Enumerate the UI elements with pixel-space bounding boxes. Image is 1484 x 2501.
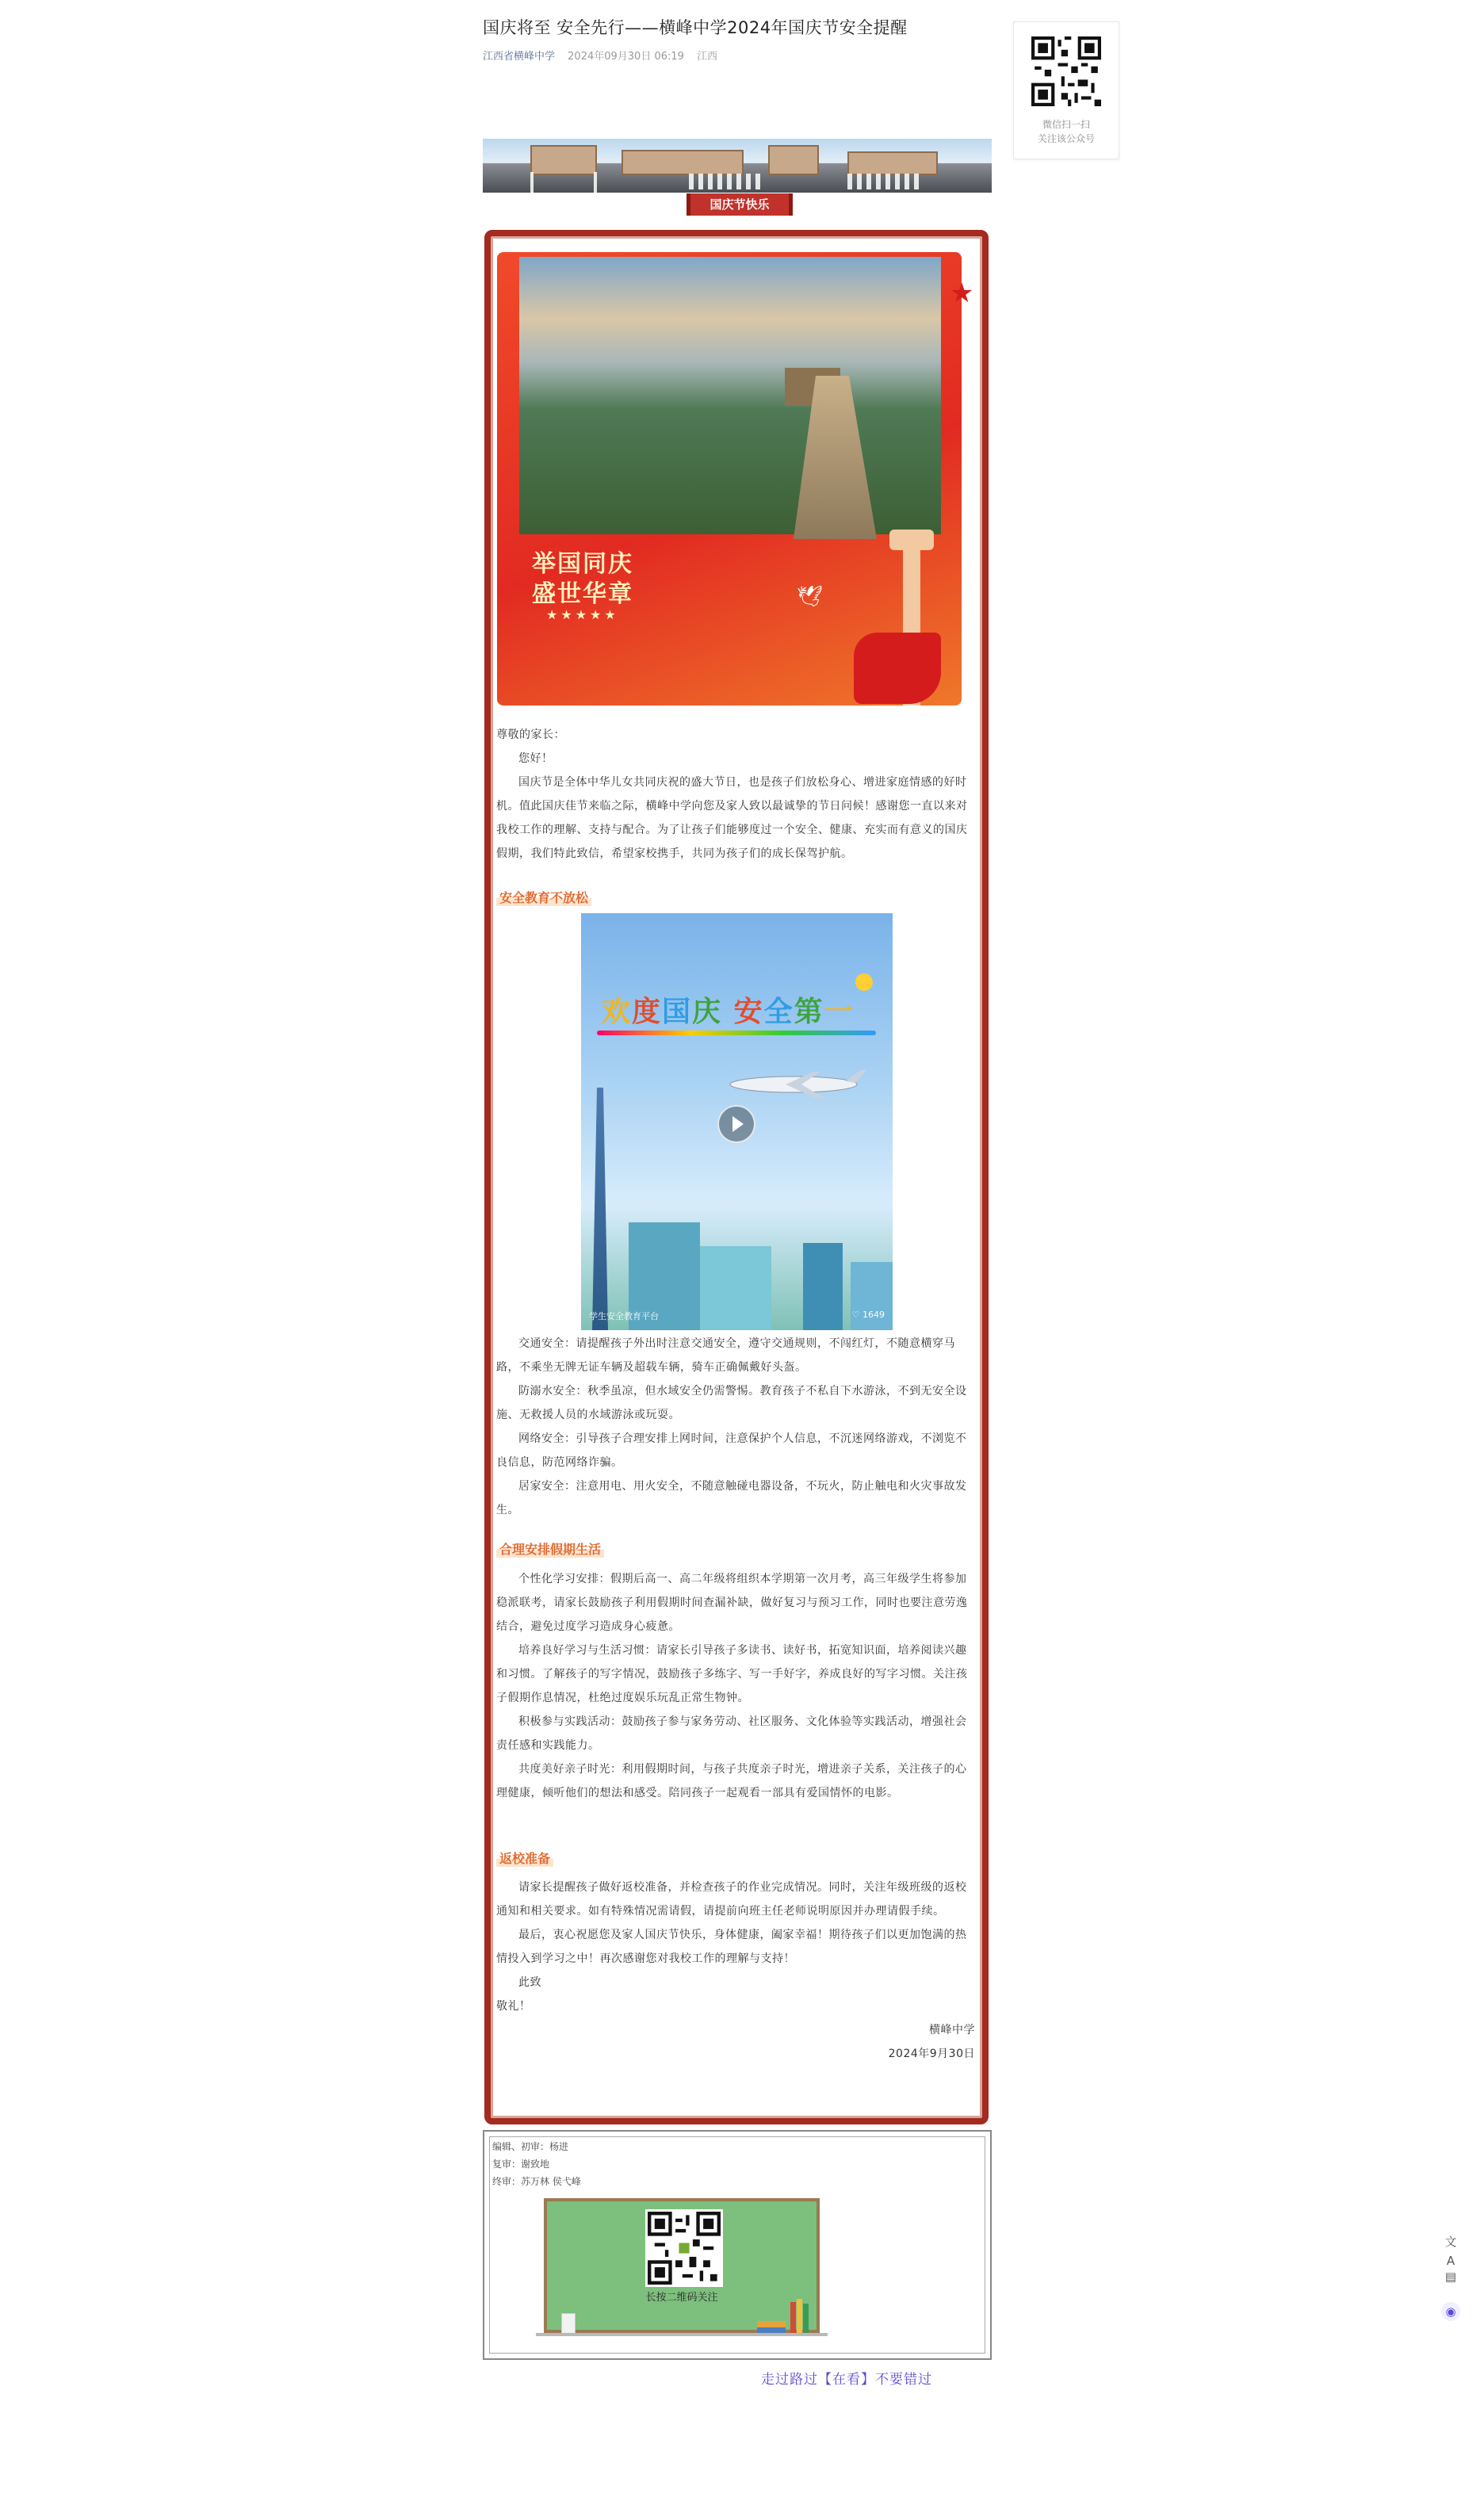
hero-slogan-2: 盛世华章 <box>532 580 633 608</box>
national-day-tag: 国庆节快乐 <box>687 193 793 216</box>
red-star-icon: ★ <box>950 277 974 309</box>
signature: 横峰中学 <box>929 2024 975 2036</box>
hero-slogan-1: 举国同庆 <box>532 550 633 578</box>
family-time: 共度美好亲子时光：利用假期时间，与孩子共度亲子时光，增进亲子关系，关注孩子的心理健康，倾听他们的想法和感受。陪同孩子一起观看一部具有爱国情怀的电影。 <box>496 1763 967 1799</box>
account-name-link[interactable]: 江西省横峰中学 <box>483 51 556 63</box>
home-safety: 居家安全：注意用电、用火安全，不随意触碰电器设备，不玩火，防止触电和火灾事故发生。 <box>496 1480 967 1516</box>
credit-final: 终审：苏万林 侯弋峰 <box>492 2176 581 2187</box>
intro-paragraph: 国庆节是全体中华儿女共同庆祝的盛大节日，也是孩子们放松身心、增进家庭情感的好时机。值此国庆佳节来临之际，横峰中学向您及家人致以最诚挚的节日问候！感谢您一直以来对我校工作的理解、支持与配合。为了让孩子们能够度过一个安全、健康、充实而有意义的国庆假期，我们特此致信，希望家校携手，共同为孩子们的成长保驾护航。 <box>496 776 968 860</box>
header-banner-image <box>483 139 992 193</box>
greeting: 您好！ <box>518 752 553 765</box>
return-paragraphs <box>496 1876 975 2066</box>
closing: 最后，衷心祝愿您及家人国庆节快乐，身体健康，阖家幸福！期待孩子们以更加饱满的热情投入到学习之中！再次感谢您对我校工作的理解与支持！ <box>496 1929 967 1965</box>
video-title: 欢度国庆 安全第一 <box>602 996 855 1028</box>
great-wall-photo <box>519 257 941 534</box>
practice: 积极参与实践活动：鼓励孩子参与家务劳动、社区服务、文化体验等实践活动，增强社会责任感和实践能力。 <box>496 1715 967 1752</box>
books-icon <box>757 2299 813 2334</box>
section-title-holiday: 合理安排假期生活 <box>496 1539 604 1558</box>
hero-poster <box>497 252 962 706</box>
qr-code-icon[interactable] <box>645 2209 723 2287</box>
like-count: 1649 <box>862 1310 885 1320</box>
traffic-safety: 交通安全：请提醒孩子外出时注意交通安全，遵守交通规则，不闯红灯，不随意横穿马路，不乘坐无牌无证车辆及超载车辆，骑车正确佩戴好头盔。 <box>496 1337 955 1374</box>
credit-editor: 编辑、初审：杨进 <box>492 2141 569 2152</box>
ci-zhi: 此致 <box>518 1976 541 1989</box>
footer-call-to-action[interactable]: 走过路过【在看】不要错过 <box>761 2372 932 2388</box>
video-likes[interactable]: ♡ 1649 <box>851 1310 885 1320</box>
network-safety: 网络安全：引导孩子合理安排上网时间，注意保护个人信息，不沉迷网络游戏，不浏览不良信息，防范网络诈骗。 <box>496 1432 967 1469</box>
flag-icon <box>854 633 941 704</box>
airplane-icon <box>714 1069 873 1100</box>
qr-caption-2: 关注该公众号 <box>1037 133 1095 144</box>
letter-intro <box>496 723 975 866</box>
qr-code-icon <box>1031 36 1101 106</box>
translate-icon[interactable]: 文A <box>1444 2235 1457 2268</box>
qr-follow-label: 长按二维码关注 <box>645 2292 718 2304</box>
article-meta <box>483 48 727 63</box>
jing-li: 敬礼！ <box>496 2000 531 2013</box>
study-plan: 个性化学习安排：假期后高一、高二年级将组织本学期第一次月考，高三年级学生将参加稳派联考，请家长鼓励孩子利用假期时间查漏补缺，做好复习与预习工作，同时也要注意劳逸结合，避免过度学习造成身心疲惫。 <box>496 1573 968 1633</box>
credit-review: 复审：谢致地 <box>492 2159 550 2170</box>
sun-icon <box>855 973 873 991</box>
video-player[interactable] <box>581 913 893 1330</box>
section-title-safety: 安全教育不放松 <box>496 888 591 906</box>
habits: 培养良好学习与生活习惯：请家长引导孩子多读书、读好书，拓宽知识面，培养阅读兴趣和习惯。了解孩子的写字情况，鼓励孩子多练字、写一手好字，养成良好的写字习惯。关注孩子假期作息情况，杜绝过度娱乐玩乱正常生物钟。 <box>496 1644 968 1704</box>
play-button[interactable] <box>717 1105 755 1143</box>
safety-paragraphs <box>496 1332 975 1522</box>
ai-assistant-icon[interactable]: ◉ <box>1441 2302 1460 2321</box>
video-source: 学生安全教育平台 <box>589 1311 659 1321</box>
salutation: 尊敬的家长： <box>496 729 565 741</box>
reader-icon[interactable]: ▤ <box>1444 2270 1457 2284</box>
return-prep: 请家长提醒孩子做好返校准备，并检查孩子的作业完成情况。同时，关注年级班级的返校通知和相关要求。如有特殊情况需请假，请提前向班主任老师说明原因并办理请假手续。 <box>496 1881 967 1918</box>
section-title-return: 返校准备 <box>496 1849 553 1867</box>
publish-date: 2024年09月30日 06:19 <box>568 51 684 63</box>
publish-location: 江西 <box>697 51 718 63</box>
article-title: 国庆将至 安全先行——横峰中学2024年国庆节安全提醒 <box>483 18 908 37</box>
dove-icon: 🕊 <box>797 585 824 609</box>
water-safety: 防溺水安全：秋季虽凉，但水域安全仍需警惕。教育孩子不私自下水游泳，不到无安全设施、无救援人员的水域游泳或玩耍。 <box>496 1385 967 1421</box>
cup-icon <box>561 2313 576 2334</box>
qr-caption-1: 微信扫一扫 <box>1042 119 1090 130</box>
follow-qr-card <box>1013 21 1119 159</box>
sign-date: 2024年9月30日 <box>888 2048 975 2060</box>
holiday-paragraphs <box>496 1567 975 1805</box>
hero-stars: ★★★★★ <box>546 607 619 622</box>
